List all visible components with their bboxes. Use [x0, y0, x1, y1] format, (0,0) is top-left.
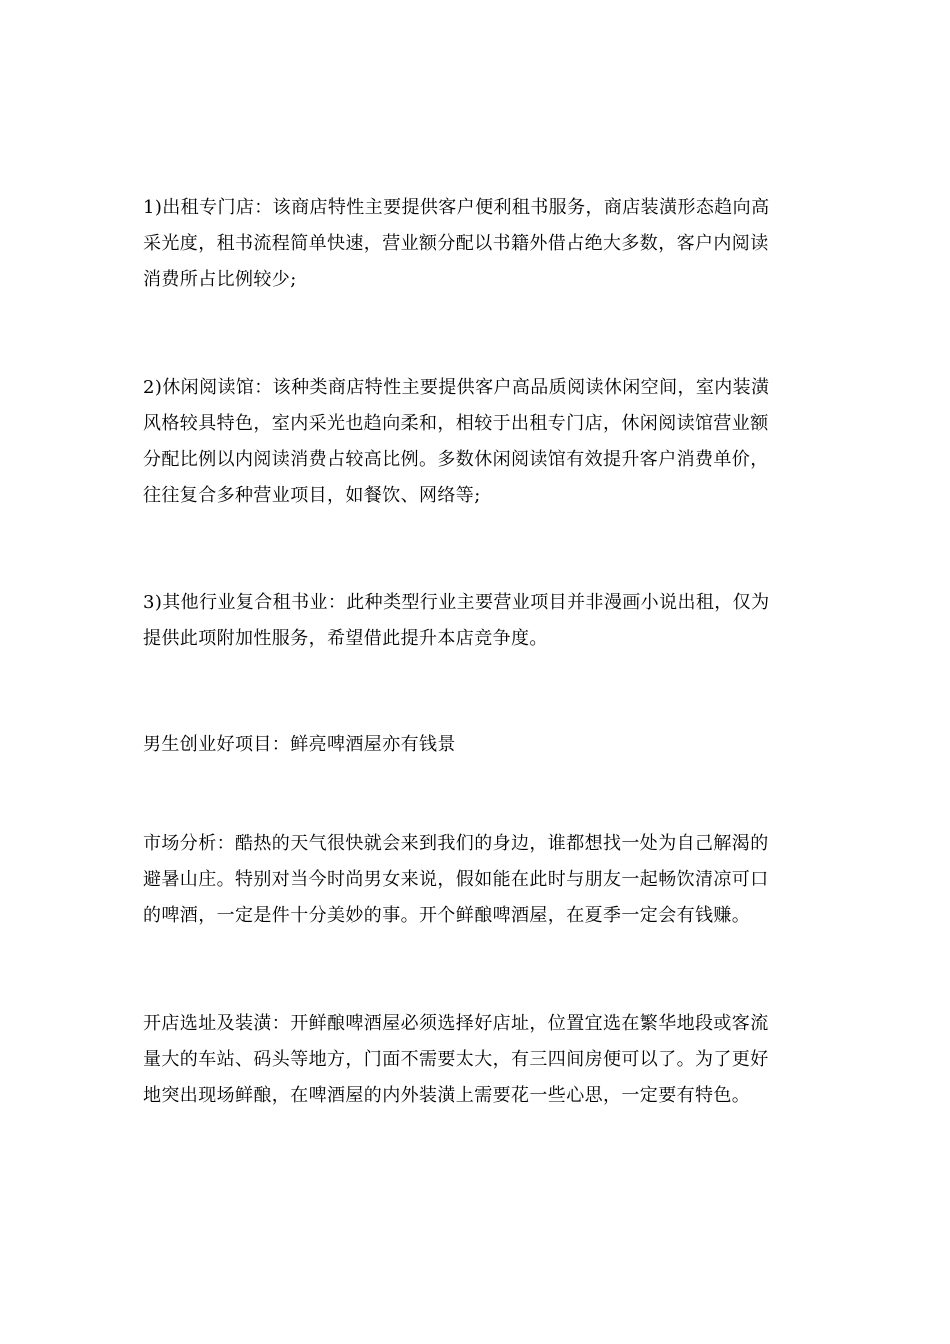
paragraph-line: 采光度，租书流程简单快速，营业额分配以书籍外借占绝大多数，客户内阅读: [143, 233, 769, 254]
paragraph-line: 的啤酒，一定是件十分美妙的事。开个鲜酿啤酒屋，在夏季一定会有钱赚。: [143, 905, 751, 926]
paragraph-line: 1)出租专门店：该商店特性主要提供客户便利租书服务，商店装潢形态趋向高: [143, 197, 770, 218]
section-heading-beer-house: [143, 727, 807, 763]
paragraph-line: 3)其他行业复合租书业：此种类型行业主要营业项目并非漫画小说出租，仅为: [143, 592, 770, 613]
paragraph-line: 地突出现场鲜酿，在啤酒屋的内外装潢上需要花一些心思，一定要有特色。: [143, 1085, 751, 1106]
paragraph-line: 风格较具特色，室内采光也趋向柔和，相较于出租专门店，休闲阅读馆营业额: [143, 413, 769, 434]
paragraph-site-selection: [143, 1006, 807, 1114]
heading-line: 男生创业好项目：鲜亮啤酒屋亦有钱景: [143, 734, 456, 755]
paragraph-rental-store: [143, 190, 807, 298]
paragraph-composite-rental: [143, 585, 807, 657]
paragraph-market-analysis: [143, 826, 807, 934]
paragraph-line: 避暑山庄。特别对当今时尚男女来说，假如能在此时与朋友一起畅饮清凉可口: [143, 869, 769, 890]
paragraph-line: 分配比例以内阅读消费占较高比例。多数休闲阅读馆有效提升客户消费单价，: [143, 449, 769, 470]
paragraph-line: 消费所占比例较少;: [143, 269, 297, 290]
paragraph-leisure-reading: [143, 370, 807, 514]
paragraph-line: 市场分析：酷热的天气很快就会来到我们的身边，谁都想找一处为自己解渴的: [143, 833, 769, 854]
paragraph-line: 往往复合多种营业项目，如餐饮、网络等;: [143, 485, 481, 506]
paragraph-line: 开店选址及装潢：开鲜酿啤酒屋必须选择好店址，位置宜选在繁华地段或客流: [143, 1013, 769, 1034]
paragraph-line: 提供此项附加性服务，希望借此提升本店竞争度。: [143, 628, 548, 649]
paragraph-line: 2)休闲阅读馆：该种类商店特性主要提供客户高品质阅读休闲空间，室内装潢: [143, 377, 770, 398]
paragraph-line: 量大的车站、码头等地方，门面不需要太大，有三四间房便可以了。为了更好: [143, 1049, 769, 1070]
